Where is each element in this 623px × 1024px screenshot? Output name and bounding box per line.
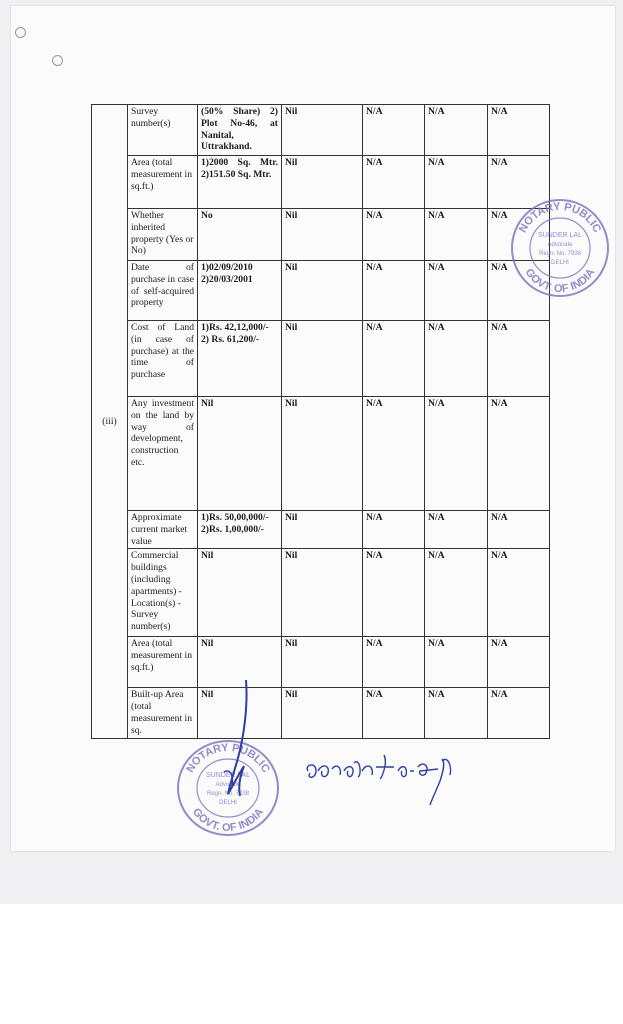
table-row <box>92 511 550 549</box>
cell-value: Nil <box>198 688 282 739</box>
cell-value: N/A <box>363 209 425 261</box>
cell-value: N/A <box>363 511 425 549</box>
cell-value: N/A <box>425 261 488 321</box>
stamp-city: DELHI <box>551 260 569 266</box>
cell-value: N/A <box>488 261 550 321</box>
notary-stamp-right <box>508 196 612 300</box>
cell-value: N/A <box>425 511 488 549</box>
serial-number-cell: (iii) <box>92 105 128 739</box>
cell-value: N/A <box>425 637 488 688</box>
table-row <box>92 209 550 261</box>
row-label: Commercial buildings (including apartments) -Location(s) -Survey number(s) <box>128 549 198 637</box>
cell-value: (50% Share) 2) Plot No-46, at Nanital, Uttrakhand. <box>198 105 282 156</box>
cell-value: N/A <box>363 321 425 397</box>
cell-value: 1)02/09/2010 2)20/03/2001 <box>198 261 282 321</box>
cell-value: N/A <box>363 688 425 739</box>
stamp-reg: Regn. No. 7938 <box>206 791 250 797</box>
cell-value: Nil <box>198 397 282 511</box>
cell-value: N/A <box>425 688 488 739</box>
row-label: Approximate current market value <box>128 511 198 549</box>
cell-value: Nil <box>282 549 363 637</box>
cell-value: N/A <box>488 105 550 156</box>
stamp-bottom-text: GOVT. OF INDIA <box>189 806 267 835</box>
asset-table <box>91 104 550 739</box>
cell-value: N/A <box>425 549 488 637</box>
stamp-top-text: NOTARY PUBLIC <box>184 741 272 775</box>
cell-value: N/A <box>425 321 488 397</box>
cell-value: Nil <box>198 637 282 688</box>
stamp-reg: Regn. No. 7938 <box>538 251 582 257</box>
cell-value: N/A <box>363 156 425 209</box>
cell-value: 1)Rs. 50,00,000/- 2)Rs. 1,00,000/- <box>198 511 282 549</box>
cell-value: 1)2000 Sq. Mtr. 2)151.50 Sq. Mtr. <box>198 156 282 209</box>
stamp-bottom-text: GOVT. OF INDIA <box>522 266 598 296</box>
table-row <box>92 397 550 511</box>
cell-value: N/A <box>488 637 550 688</box>
table-row <box>92 688 550 739</box>
cell-value: N/A <box>488 688 550 739</box>
table-row <box>92 637 550 688</box>
cell-value: N/A <box>363 261 425 321</box>
table-row <box>92 105 550 156</box>
stamp-name: SUNDER LAL <box>206 772 250 779</box>
svg-text:GOVT. OF INDIA <box>523 267 598 296</box>
cell-value: N/A <box>488 397 550 511</box>
table-row <box>92 156 550 209</box>
cell-value: Nil <box>282 688 363 739</box>
cell-value: No <box>198 209 282 261</box>
row-label: Date of purchase in case of self-acquired property <box>128 261 198 321</box>
cell-value: Nil <box>282 261 363 321</box>
stamp-city: DELHI <box>219 800 237 806</box>
cell-value: N/A <box>488 321 550 397</box>
cell-value: N/A <box>363 549 425 637</box>
cell-value: Nil <box>198 549 282 637</box>
notary-signature <box>210 676 270 806</box>
cell-value: N/A <box>425 156 488 209</box>
table-row <box>92 549 550 637</box>
table-row <box>92 261 550 321</box>
row-label: Whether inherited property (Yes or No) <box>128 209 198 261</box>
punch-hole <box>52 55 63 66</box>
cell-value: Nil <box>282 397 363 511</box>
svg-text:GOVT. OF INDIA <box>190 806 266 834</box>
cell-value: N/A <box>488 511 550 549</box>
row-label: Built-up Area (total measurement in sq. <box>128 688 198 739</box>
row-label: Area (total measurement in sq.ft.) <box>128 637 198 688</box>
cell-value: Nil <box>282 156 363 209</box>
stamp-top-text: NOTARY PUBLIC <box>516 200 604 235</box>
row-label: Area (total measurement in sq.ft.) <box>128 156 198 209</box>
cell-value: N/A <box>425 209 488 261</box>
cell-value: N/A <box>425 397 488 511</box>
row-label: Cost of Land (in case of purchase) at the time of purchase <box>128 321 198 397</box>
cell-value: Nil <box>282 209 363 261</box>
row-label: Survey number(s) <box>128 105 198 156</box>
cell-value: N/A <box>488 209 550 261</box>
cell-value: N/A <box>363 397 425 511</box>
punch-hole <box>15 27 26 38</box>
stamp-name: SUNDER LAL <box>538 232 582 239</box>
cell-value: N/A <box>488 156 550 209</box>
cell-value: Nil <box>282 105 363 156</box>
row-label: Any investment on the land by way of development, construction etc. <box>128 397 198 511</box>
cell-value: Nil <box>282 511 363 549</box>
cell-value: Nil <box>282 637 363 688</box>
stamp-title: Advocate <box>547 242 573 248</box>
handwritten-signature <box>302 745 472 810</box>
cell-value: N/A <box>425 105 488 156</box>
cell-value: N/A <box>488 549 550 637</box>
cell-value: N/A <box>363 105 425 156</box>
cell-value: Nil <box>282 321 363 397</box>
table-row <box>92 321 550 397</box>
stamp-title: Advocate <box>215 782 241 788</box>
cell-value: N/A <box>363 637 425 688</box>
cell-value: 1)Rs. 42,12,000/- 2) Rs. 61,200/- <box>198 321 282 397</box>
